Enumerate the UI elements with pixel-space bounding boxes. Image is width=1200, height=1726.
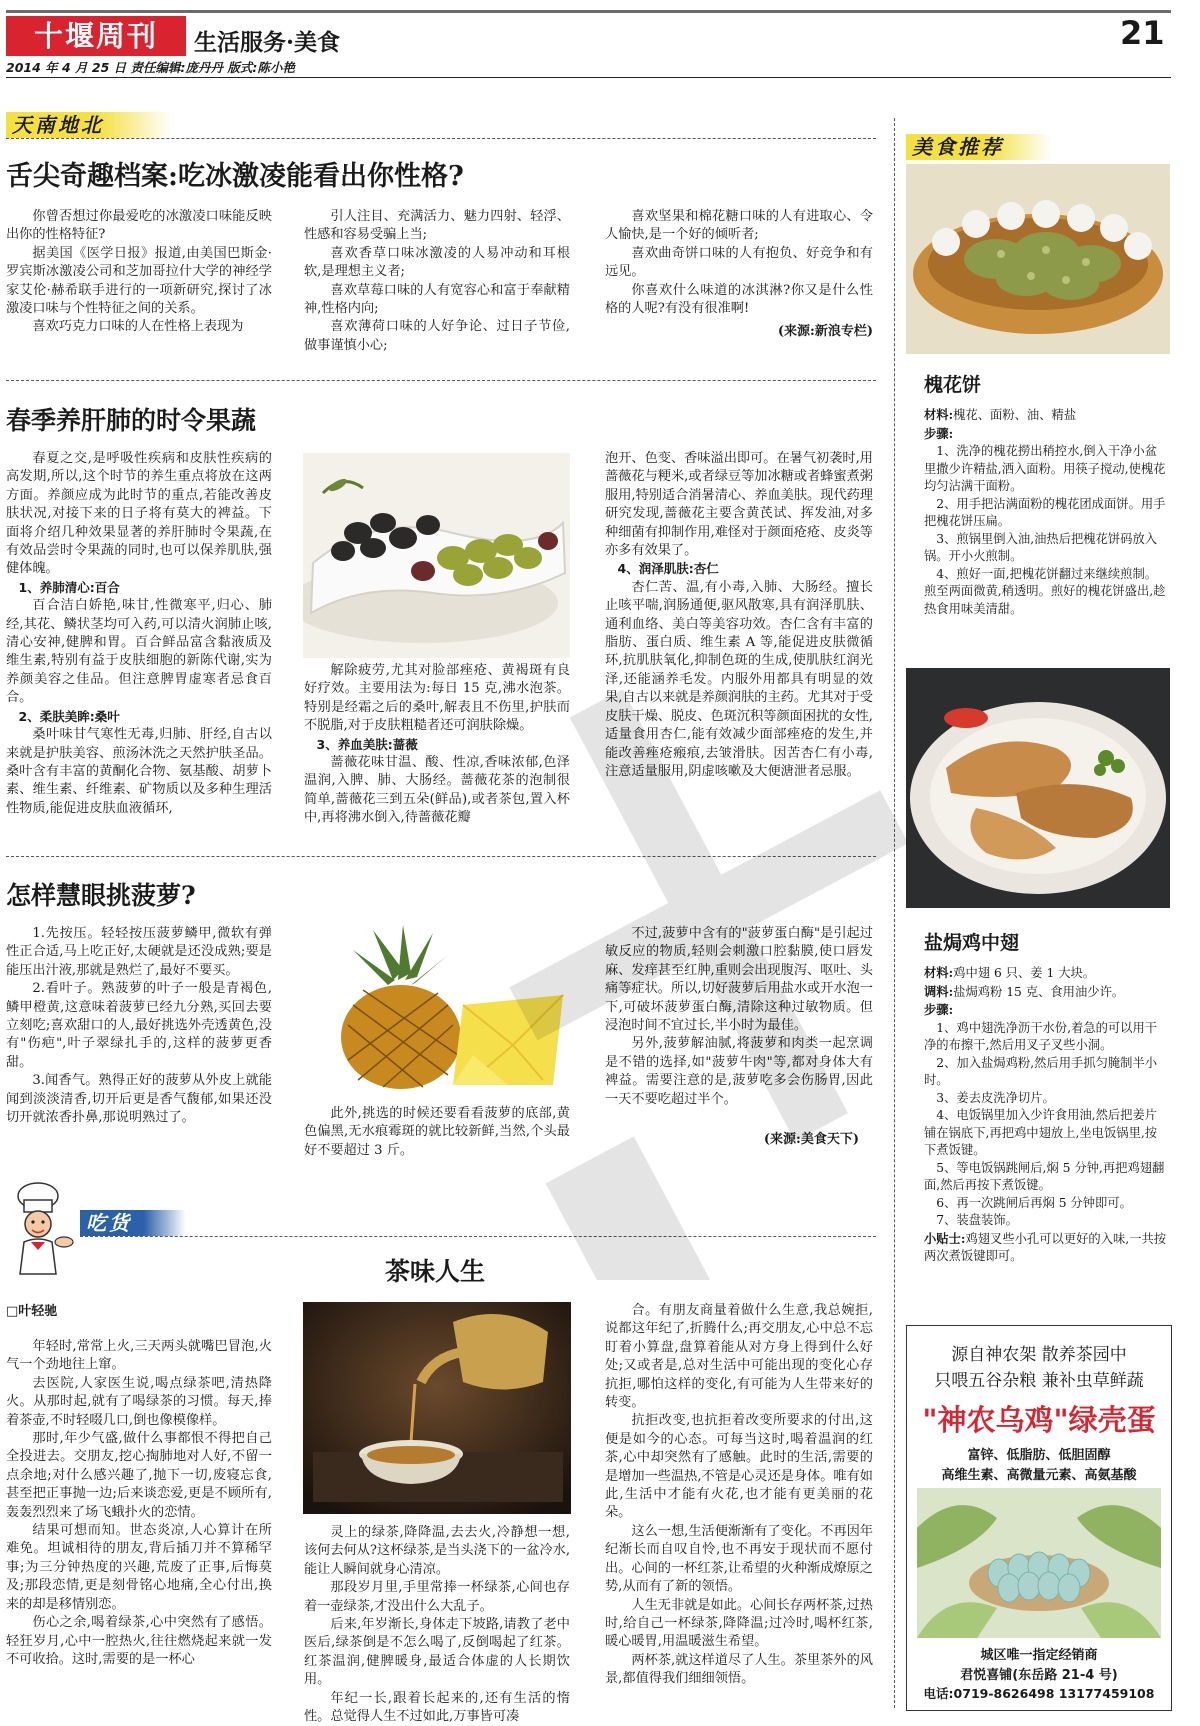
- paragraph: 泡开、色变、香味溢出即可。在暑气初袭时,用蔷薇花与粳米,或者绿豆等加冰糖或者蜂蜜煮粥服用,特别适合消暑清心、养血美肤。现代药理研究发现,蔷薇花主要含黄芪试、挥发油,对多种细菌有抑制作用,难怪对于颜面疮疮、皮炎等亦多有效果了。: [605, 451, 873, 559]
- recipe1-title: 槐花饼: [924, 374, 982, 396]
- article3-col3: [605, 925, 873, 1109]
- tea-photo: [303, 1302, 571, 1514]
- section-divider: [6, 856, 876, 857]
- paragraph: 那时,年少气盛,做什么事都恨不得把自己全投进去。交朋友,挖心掏肺地对人好,不留一点余地;对什么感兴趣了,抛下一切,废寝忘食,甚至把正事抛一边;后来谈恋爱,更是不顾所有,轰轰烈烈来了场飞蛾扑火的恋情。: [6, 1431, 272, 1520]
- recipe-step: 6、再一次跳闸后再焖 5 分钟即可。: [936, 1195, 1132, 1210]
- paragraph: 喜欢曲奇饼口味的人有抱负、好竞争和有远见。: [605, 245, 873, 280]
- article2-title: 春季养肝肺的时令果蔬: [6, 406, 257, 435]
- subheading: 2、柔肤美眸:桑叶: [18, 708, 120, 724]
- section-title: 生活服务·美食: [194, 29, 341, 56]
- paragraph: 引人注目、充满活力、魅力四射、轻浮、性感和容易受骗上当;: [304, 209, 570, 243]
- tag-rule: [6, 138, 876, 140]
- ad-dealer: 城区唯一指定经销商: [980, 1648, 1098, 1663]
- paragraph: 喜欢坚果和棉花糖口味的人有进取心、令人愉快,是一个好的倾听者;: [605, 209, 873, 243]
- paragraph: 人生无非就是如此。心间长存两杯茶,过热时,给自己一杯绿茶,降降温;过冷时,喝杯红茶,暖心暖胃,用温暖滋生希望。: [605, 1597, 873, 1650]
- paragraph: 喜欢薄荷口味的人好争论、过日子节俭,做事谨慎小心;: [304, 319, 570, 353]
- paragraph: 你喜欢什么味道的冰淇淋?你又是什么性格的人呢?有没有很准啊!: [605, 282, 873, 317]
- recipe-step: 1、鸡中翅洗净沥干水份,着急的可以用干净的布擦干,然后用叉子叉些小洞。: [924, 1020, 1158, 1052]
- section-divider: [6, 380, 876, 381]
- paragraph: 抗拒改变,也抗拒着改变所要求的付出,这便是如今的心态。可每当这时,喝着温润的红茶,心中却突然有了感触。此时的生活,需要的是增加一些温热,不管是心灵还是身体。唯有如此,生活中才能有火花,也才能有更美丽的花朵。: [605, 1413, 873, 1521]
- recipe2-title: 盐焗鸡中翅: [924, 932, 1020, 954]
- paragraph: 杏仁苦、温,有小毒,入肺、大肠经。擅长止咳平喘,润肠通便,驱风散寒,具有润泽肌肤、通利血络、美白等美容功效。杏仁含有丰富的脂肪、蛋白质、维生素 A 等,能促进皮肤微循环,抗肌肤氧化,抑制色斑的生成,使肌肤红润光泽,还能涵养毛发。内服外用都具有明显的效果,自古以来就是养颜润肤的主药。尤其对于受皮肤干燥、脱皮、色斑沉积等颜面困扰的女性,适量食用杏仁,能有效减少面部痤疮的发生,并能改善痤疮瘢痕,去皱滑肤。因苦杏仁有小毒,注意适量服用,阴虚咳嗽及大便溏泄者忌服。: [605, 579, 873, 779]
- recipe-step: 3、煎锅里倒入油,油热后把槐花饼码放入锅。开小火煎制。: [924, 531, 1158, 563]
- huaihua-cake-photo: [906, 164, 1170, 354]
- masthead-logo: 十堰周刊: [6, 16, 186, 56]
- paragraph: 结果可想而知。世态炎凉,人心算计在所难免。坦诚相待的朋友,背后插刀并不算稀罕事;为三分钟热度的兴趣,荒废了正事,后悔莫及;那段恋情,更是刻骨铭心地痛,全心付出,换来的却是移情别恋。: [6, 1523, 272, 1612]
- article3-source: (来源:美食天下): [763, 1132, 859, 1147]
- article4-author: □叶轻驰: [6, 1304, 58, 1319]
- article2-col1: [6, 450, 272, 818]
- egg-advertisement: [906, 1325, 1172, 1711]
- recipe-step: 2、加入盐焗鸡粉,然后用手抓匀腌制半小时。: [924, 1055, 1158, 1087]
- eggs-photo: [917, 1488, 1161, 1638]
- tag-tiannan-dibei: 天南地北: [6, 112, 172, 138]
- paragraph: 喜欢香草口味冰激凌的人易冲动和耳根软,是理想主义者;: [304, 245, 570, 280]
- paragraph: 喜欢巧克力口味的人在性格上表现为: [32, 319, 244, 335]
- paragraph: 3.闻香气。熟得正好的菠萝从外皮上就能闻到淡淡清香,切开后更是香气馥郁,如果还没切开就浓香扑鼻,那说明熟过了。: [6, 1073, 272, 1126]
- olives-photo: [303, 453, 570, 658]
- page-number: 21: [1120, 14, 1165, 52]
- recipe-step: 5、等电饭锅跳闸后,焖 5 分钟,再把鸡翅翻面,然后再按下煮饭键。: [924, 1160, 1165, 1192]
- chicken-wings-photo: [906, 668, 1170, 908]
- recipe2-tip: 鸡翅叉些小孔可以更好的入味,一共按两次煮饭键即可。: [924, 1231, 1167, 1263]
- subheading: 1、养肺清心:百合: [18, 579, 120, 595]
- ad-feature1: 富锌、低脂肪、低胆固醇: [967, 1448, 1111, 1463]
- paragraph: 此外,挑选的时候还要看看菠萝的底部,黄色偏黑,无水痕霉斑的就比较新鲜,当然,个头最好不要超过 3 斤。: [304, 1106, 570, 1158]
- recipe1-materials: 槐花、面粉、油、精盐: [953, 408, 1077, 422]
- sidebar-divider: [894, 118, 895, 1708]
- article4-col1: [6, 1338, 272, 1669]
- paragraph: 喜欢草莓口味的人有宽容心和富于奉献精神,性格内向;: [304, 282, 570, 317]
- paragraph: 你曾否想过你最爱吃的冰激凌口味能反映出你的性格特征?: [6, 209, 272, 243]
- article3-col2: [304, 1105, 570, 1160]
- article4-col2: [304, 1524, 570, 1726]
- ad-shop: 君悦喜铺(东岳路 21-4 号): [960, 1668, 1118, 1683]
- subheading: 3、养血美肤:蔷薇: [316, 736, 418, 752]
- paragraph: 另外,菠萝解油腻,将菠萝和肉类一起烹调是不错的选择,如"菠萝牛肉"等,都对身体大有裨益。需要注意的是,菠萝吃多会伤肠胃,因此一天不要吃超过半个。: [605, 1036, 873, 1107]
- ad-headline: "神农乌鸡"绿壳蛋: [922, 1403, 1156, 1437]
- article3-col1: [6, 925, 272, 1127]
- masthead-top-rule: [6, 10, 1171, 13]
- paragraph: 伤心之余,喝着绿茶,心中突然有了感悟。轻狂岁月,心中一腔热火,往往燃烧起来就一发不可收拾。这时,需要的是一杯心: [6, 1615, 272, 1667]
- recipe1-materials-label: 材料:: [924, 407, 954, 422]
- article1-col1: [6, 208, 272, 337]
- article2-col3: [605, 450, 873, 781]
- paragraph: 这么一想,生活便渐渐有了变化。不再因年纪渐长而自叹自怜,也不再安于现状而不愿付出。心间的一杯红茶,让希望的火种渐成燎原之势,从而有了新的领悟。: [605, 1523, 873, 1595]
- ad-feature2: 高维生素、高微量元素、高氨基酸: [941, 1468, 1137, 1483]
- article1-col3: [605, 208, 873, 318]
- article1-col2: [304, 208, 570, 355]
- recipe2-seasoning-label: 调料:: [924, 983, 954, 999]
- recipe-step: 4、煎好一面,把槐花饼翻过来继续煎制。煎至两面微黄,稍透明。煎好的槐花饼盛出,趁热食用味美清甜。: [924, 566, 1166, 616]
- paragraph: 2.看叶子。熟菠萝的叶子一般是青褐色,鳞甲橙黄,这意味着菠萝已经九分熟,买回去要立刻吃;喜欢甜口的人,最好挑选外壳透黄色,没有"伤疤",叶子翠绿扎手的,这样的菠萝更香甜。: [6, 981, 272, 1070]
- article1-title: 舌尖奇趣档案:吃冰激凌能看出你性格?: [6, 161, 464, 192]
- paragraph: 据美国《医学日报》报道,由美国巴斯金·罗宾斯冰激凌公司和芝加哥拉什大学的神经学家艾伦·赫希联手进行的一项新研究,探讨了冰激凌口味与个性特征之间的关系。: [6, 245, 272, 317]
- recipe2-seasoning: 盐焗鸡粉 15 克、食用油少许。: [953, 984, 1125, 999]
- paragraph: 百合洁白娇艳,味甘,性微寒平,归心、肺经,其花、鳞状茎均可入药,可以清火润肺止咳,清心安神,健脾和胃。百合鲜品富含黏液质及维生素,特别有益于皮肤细胞的新陈代谢,实为养颜美容之佳品。但注意脾胃虚寒者忌食百合。: [6, 598, 272, 706]
- recipe2-tip-label: 小贴士:: [924, 1230, 966, 1246]
- paragraph: 不过,菠萝中含有的"菠萝蛋白酶"是引起过敏反应的物质,轻则会刺激口腔黏膜,使口唇发麻、发痒甚至红肿,重则会出现腹泻、呕吐、头痛等症状。所以,切好菠萝后用盐水或开水泡一下,可破坏菠萝蛋白酶,清除这种过敏物质。但浸泡时间不宜过长,半小时为最佳。: [605, 926, 873, 1034]
- paragraph: 两杯茶,就这样道尽了人生。茶里茶外的风景,都值得我们细细领悟。: [605, 1652, 873, 1687]
- article1-source: (来源:新浪专栏): [777, 324, 873, 339]
- tag-chihuo: 吃货: [80, 1210, 186, 1236]
- ad-line1: 源自神农架 散养茶园中: [951, 1345, 1127, 1365]
- chef-icon: [6, 1180, 76, 1275]
- recipe-step: 4、电饭锅里加入少许食用油,然后把姜片铺在锅底下,再把鸡中翅放上,坐电饭锅里,按下煮饭键。: [924, 1108, 1158, 1157]
- recipe-step: 7、装盘装饰。: [936, 1213, 1018, 1227]
- paragraph: 灵上的绿茶,降降温,去去火,冷静想一想,该何去何从?这杯绿茶,是当头浇下的一盆冷水,能让人瞬间就身心清凉。: [304, 1525, 571, 1577]
- paragraph: 解除疲劳,尤其对脸部痤疮、黄褐斑有良好疗效。主要用法为:每日 15 克,沸水泡茶。特别是经霜之后的桑叶,解表且不伤里,护肤而不脱脂,对于皮肤粗糙者还可润肤除燥。: [304, 663, 570, 734]
- paragraph: 去医院,人家医生说,喝点绿茶吧,清热降火。从那时起,就有了喝绿茶的习惯。每天,捧着茶壶,不时轻啜几口,倒也像模像样。: [6, 1375, 272, 1428]
- masthead-bottom-rule: [6, 77, 1171, 78]
- paragraph: 春夏之交,是呼吸性疾病和皮肤性疾病的高发期,所以,这个时节的养生重点将放在这两方面。养颜应成为此时节的重点,若能改善皮肤状况,对接下来的日子将有莫大的裨益。下面将介绍几种效果显著的养肝肺时令果蔬,在有效品尝时令果蔬的同时,也可以保养肌肤,强健体魄。: [6, 451, 272, 577]
- paragraph: 后来,年岁渐长,身体走下坡路,请教了老中医后,绿茶倒是不怎么喝了,反倒喝起了红茶。红茶温润,健脾暖身,最适合体虚的人长期饮用。: [304, 1617, 570, 1688]
- paragraph: 年轻时,常常上火,三天两头就嘴巴冒泡,火气一个劲地往上窜。: [6, 1339, 272, 1373]
- recipe1-steps-label: 步骤:: [924, 425, 954, 441]
- article2-col2: [304, 662, 570, 828]
- paragraph: 桑叶味甘气寒性无毒,归肺、肝经,自古以来就是护肤美容、煎汤沐洗之天然护肤圣品。桑叶含有丰富的黄酮化合物、氨基酸、胡萝卜素、维生素、纤维素、矿物质以及多种生理活性物质,能促进皮肤血液循环,: [6, 727, 272, 816]
- article4-title: 茶味人生: [385, 1257, 486, 1286]
- ad-line2: 只喂五谷杂粮 兼补虫草鲜蔬: [934, 1371, 1144, 1391]
- recipe2-steps-label: 步骤:: [924, 1002, 954, 1017]
- article4-col3: [605, 1302, 873, 1689]
- recipe2-body: [924, 964, 1168, 1266]
- recipe2-materials: 鸡中翅 6 只、姜 1 大块。: [953, 966, 1096, 980]
- paragraph: 那段岁月里,手里常捧一杯绿茶,心间也存着一壶绿茶,才没出什么大乱子。: [304, 1580, 570, 1614]
- tag-rule: [80, 1236, 876, 1238]
- pineapple-photo: [303, 925, 573, 1090]
- article3-title: 怎样慧眼挑菠萝?: [6, 881, 196, 910]
- ad-phone: 电话:0719-8626498 13177459108: [923, 1686, 1155, 1701]
- subheading: 4、润泽肌肤:杏仁: [617, 561, 719, 577]
- recipe-step: 3、姜去皮洗净切片。: [936, 1090, 1055, 1105]
- paragraph: 蔷薇花味甘温、酸、性凉,香味浓郁,色泽温润,入脾、肺、大肠经。蔷薇花茶的泡制很简单,蔷薇花三到五朵(鲜品),或者茶包,置入杯中,再将沸水倒入,待蔷薇花瓣: [304, 755, 570, 826]
- paragraph: 合。有朋友商量着做什么生意,我总婉拒,说都这年纪了,折腾什么;再交朋友,心中总不忘盯着小算盘,盘算着能从对方身上得到什么好处;又或者是,总对生活中可能出现的变化心存抗拒,哪怕这样的变化,有可能为人生带来好的转变。: [605, 1303, 873, 1411]
- recipe1-body: [924, 406, 1168, 618]
- tag-meishi-tuijian: 美食推荐: [906, 134, 1052, 160]
- recipe-step: 2、用手把沾满面粉的槐花团成面饼。用手把槐花饼压扁。: [924, 496, 1166, 528]
- recipe-step: 1、洗净的槐花撈出稍控水,倒入干净小盆里撒少许精盐,洒入面粉。用筷子搅动,使槐花均匀沾满干面粉。: [924, 444, 1166, 493]
- paragraph: 1.先按压。轻轻按压菠萝鳞甲,微软有弹性正合适,马上吃正好,太硬就是还没成熟;要是能压出汁液,那就是熟烂了,最好不要买。: [6, 926, 272, 978]
- recipe2-materials-label: 材料:: [924, 965, 954, 980]
- paragraph: 年纪一长,跟着长起来的,还有生活的惰性。总觉得人生不过如此,万事皆可凑: [304, 1690, 570, 1725]
- issue-info: 2014 年 4 月 25 日 责任编辑:庞丹丹 版式:陈小艳: [6, 60, 295, 75]
